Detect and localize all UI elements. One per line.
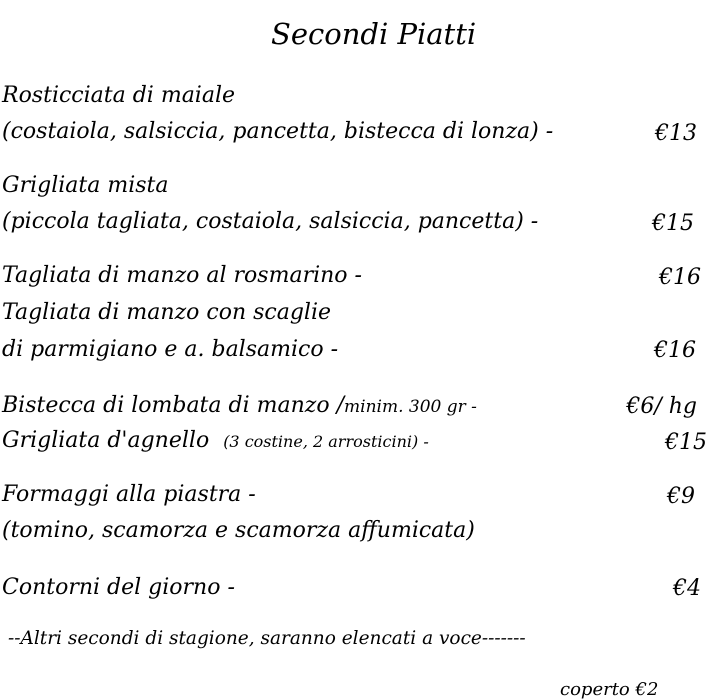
menu-item-price: €4 [673,576,701,601]
menu-item-detail: (piccola tagliata, costaiola, salsiccia, pancetta) - [2,209,539,234]
menu-item-price: €9 [667,484,695,509]
footer-note: --Altri secondi di stagione, saranno elencati a voce------- [8,628,526,649]
menu-item-detail: (costaiola, salsiccia, pancetta, bistecca di lonza) - [2,119,554,144]
menu-title: Secondi Piatti [271,17,477,51]
menu-item-name: Bistecca di lombata di manzo / [2,393,345,418]
menu-item-price: €6/ hg [626,394,697,419]
menu-item-price: €16 [654,338,696,363]
menu-item-name: Formaggi alla piastra - [2,482,256,507]
menu-item-name: Tagliata di manzo con scaglie [2,300,332,325]
menu-item-name: Contorni del giorno - [2,575,235,600]
menu-item-detail: (tomino, scamorza e scamorza affumicata) [2,518,475,543]
menu-item-detail: di parmigiano e a. balsamico - [2,337,339,362]
menu-item-price: €15 [665,430,707,455]
menu-item-name: Grigliata mista [2,173,169,198]
menu-item-price: €13 [655,121,697,146]
menu-item-note: minim. 300 gr - [344,397,477,417]
menu-item-price: €16 [659,265,701,290]
menu-item-name: Grigliata d'agnello [2,428,210,453]
menu-item-row [2,395,477,417]
coperto-note: coperto €2 [560,679,659,700]
menu-item-note: (3 costine, 2 arrosticini) - [223,432,429,451]
menu-item-name: Rosticciata di maiale [2,83,236,108]
menu-item-row [2,430,429,452]
menu-item-name: Tagliata di manzo al rosmarino - [2,263,362,288]
menu-item-price: €15 [652,211,694,236]
